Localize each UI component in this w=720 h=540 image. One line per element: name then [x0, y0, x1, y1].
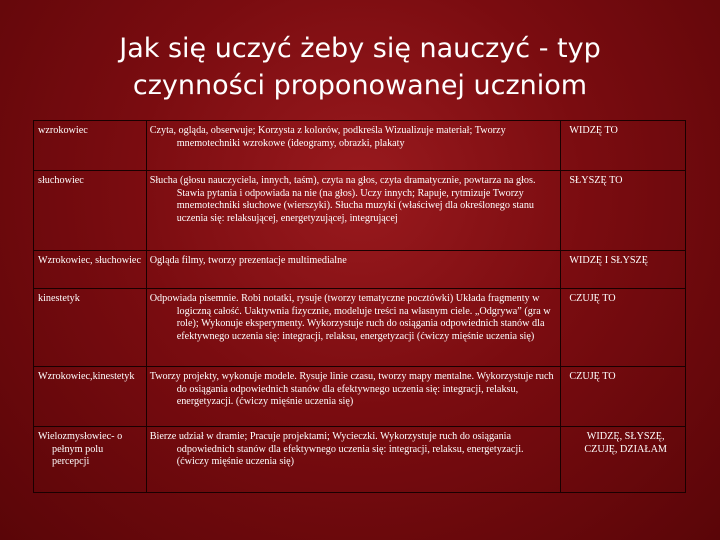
motto-cell: SŁYSZĘ TO: [561, 171, 686, 251]
learning-styles-table: [33, 120, 686, 493]
slide-title-line-1: Jak się uczyć żeby się nauczyć - typ: [119, 33, 601, 64]
activities-cell: Odpowiada pisemnie. Robi notatki, rysuje (tworzy tematyczne pocztówki) Układa fragmenty w logiczną całość. Uaktywnia fizycznie, modeluje treści na własnym ciele. „Odgrywa” (gra w role); Wykonuje eksperymenty. Wykorzystuje ruch do osiągania odpowiednich stanów dla efektywnego uczenia się: integracji, relaksu, energetyzacji (ćwiczy mięśnie uczenia się): [146, 289, 561, 367]
table-row: [34, 121, 686, 171]
learner-type-cell: słuchowiec: [34, 171, 147, 251]
motto-cell: WIDZĘ TO: [561, 121, 686, 171]
learner-type-cell: Wzrokowiec, słuchowiec: [34, 251, 147, 289]
learner-type-cell: Wielozmysłowiec- o pełnym polu percepcji: [34, 427, 147, 493]
table-row: [34, 427, 686, 493]
activities-cell: Bierze udział w dramie; Pracuje projektami; Wycieczki. Wykorzystuje ruch do osiągania odpowiednich stanów dla efektywnego uczenia się: integracji, relaksu, energetyzacji. (ćwiczy mięśnie uczenia się): [146, 427, 561, 493]
activities-cell: Tworzy projekty, wykonuje modele. Rysuje linie czasu, tworzy mapy mentalne. Wykorzystuje ruch do osiągania odpowiednich stanów dla efektywnego uczenia się: integracji, relaksu, energetyzacji. (ćwiczy mięśnie uczenia się): [146, 367, 561, 427]
table-row: [34, 171, 686, 251]
motto-cell: CZUJĘ TO: [561, 289, 686, 367]
learner-type-cell: kinestetyk: [34, 289, 147, 367]
table-row: [34, 367, 686, 427]
motto-cell: CZUJĘ TO: [561, 367, 686, 427]
motto-cell: WIDZĘ I SŁYSZĘ: [561, 251, 686, 289]
learner-type-cell: wzrokowiec: [34, 121, 147, 171]
activities-cell: Słucha (głosu nauczyciela, innych, taśm), czyta na głos, czyta dramatycznie, powtarza na głos. Stawia pytania i odpowiada na nie (na głos). Uczy innych; Rapuje, rytmizuje Tworzy mnemotechniki słuchowe (wierszyki). Słucha muzyki (właściwej dla określonego stanu uczenia się: relaksującej, energetyzującej, integrującej: [146, 171, 561, 251]
slide-title: [0, 30, 720, 104]
table-row: [34, 289, 686, 367]
activities-cell: Czyta, ogląda, obserwuje; Korzysta z kolorów, podkreśla Wizualizuje materiał; Tworzy mnemotechniki wzrokowe (ideogramy, obrazki, plakaty: [146, 121, 561, 171]
activities-cell: Ogląda filmy, tworzy prezentacje multimedialne: [146, 251, 561, 289]
slide-title-line-2: czynności proponowanej uczniom: [132, 70, 588, 101]
motto-cell: WIDZĘ, SŁYSZĘ, CZUJĘ, DZIAŁAM: [561, 427, 686, 493]
table-row: [34, 251, 686, 289]
learner-type-cell: Wzrokowiec,kinestetyk: [34, 367, 147, 427]
